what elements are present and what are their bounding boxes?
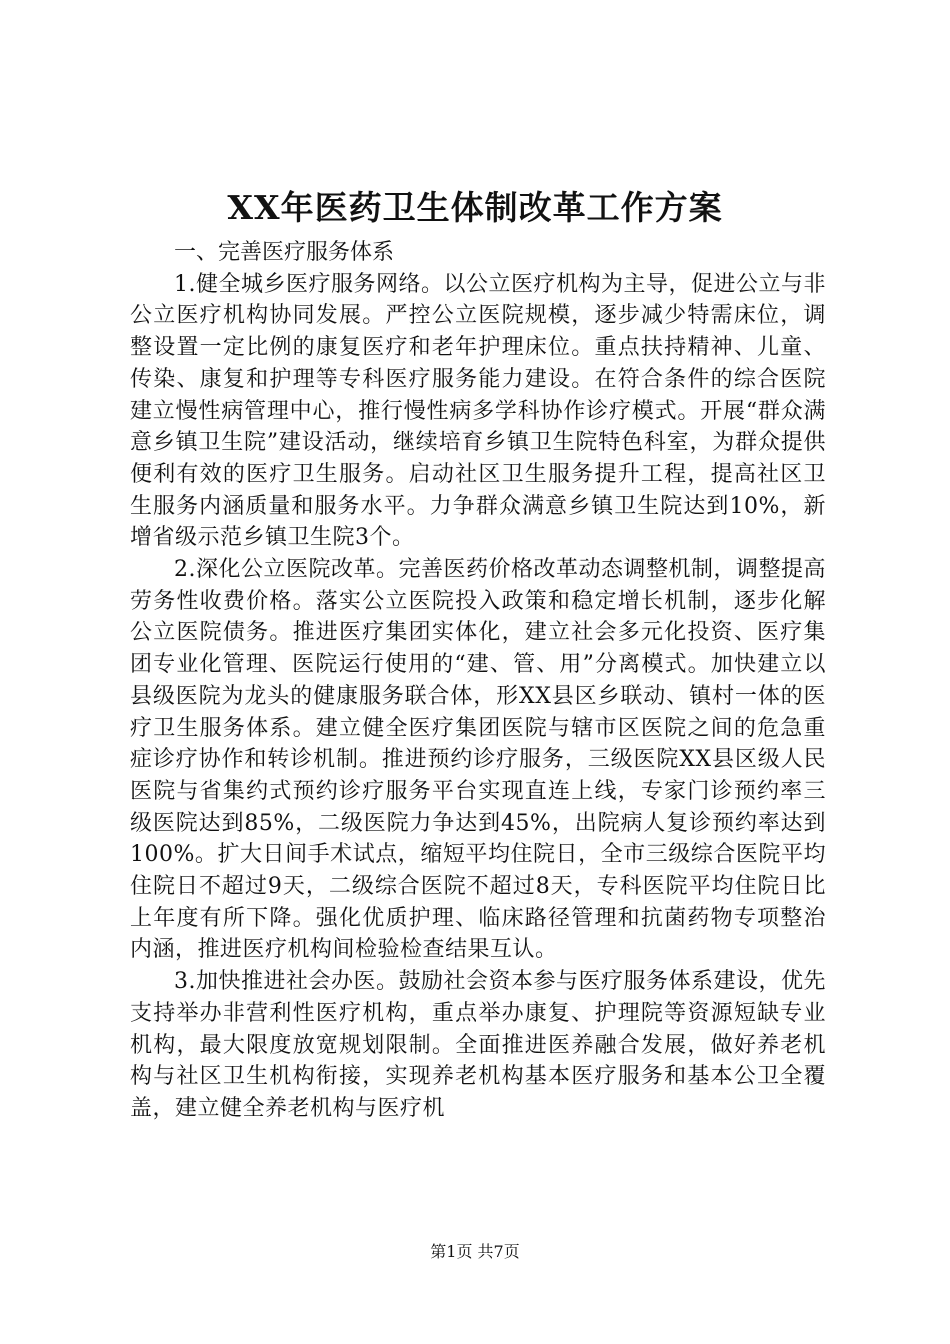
paragraph-2: 2.深化公立医院改革。完善医药价格改革动态调整机制，调整提高劳务性收费价格。落实公立医院投入政策和稳定增长机制，逐步化解公立医院债务。推进医疗集团实体化，建立社会多元化投资、医疗集团专业化管理、医院运行使用的“建、管、用”分离模式。加快建立以县级医院为龙头的健康服务联合体，形XX县区乡联动、镇村一体的医疗卫生服务体系。建立健全医疗集团医院与辖市区医院之间的危急重症诊疗协作和转诊机制。推进预约诊疗服务，三级医院XX县区级人民医院与省集约式预约诊疗服务平台实现直连上线，专家门诊预约率三级医院达到85%，二级医院力争达到45%，出院病人复诊预约率达到100%。扩大日间手术试点，缩短平均住院日，全市三级综合医院平均住院日不超过9天，二级综合医院不超过8天，专科医院平均住院日比上年度有所下降。强化优质护理、临床路径管理和抗菌药物专项整治内涵，推进医疗机构间检验检查结果互认。 bbox=[130, 557, 826, 963]
section-heading: 一、完善医疗服务体系 bbox=[174, 240, 395, 265]
page-footer: 第1页 共7页 bbox=[430, 1242, 520, 1261]
paragraph-1: 1.健全城乡医疗服务网络。以公立医疗机构为主导，促进公立与非公立医疗机构协同发展。严控公立医院规模，逐步减少特需床位，调整设置一定比例的康复医疗和老年护理床位。重点扶持精神、儿童、传染、康复和护理等专科医疗服务能力建设。在符合条件的综合医院建立慢性病管理中心，推行慢性病多学科协作诊疗模式。开展“群众满意乡镇卫生院”建设活动，继续培育乡镇卫生院特色科室，为群众提供便利有效的医疗卫生服务。启动社区卫生服务提升工程，提高社区卫生服务内涵质量和服务水平。力争群众满意乡镇卫生院达到10%，新增省级示范乡镇卫生院3个。 bbox=[130, 271, 826, 551]
document-body bbox=[130, 237, 826, 1125]
document-title: XX年医药卫生体制改革工作方案 bbox=[227, 188, 723, 227]
paragraph-3: 3.加快推进社会办医。鼓励社会资本参与医疗服务体系建设，优先支持举办非营利性医疗机构，重点举办康复、护理院等资源短缺专业机构，最大限度放宽规划限制。全面推进医养融合发展，做好养老机构与社区卫生机构衔接，实现养老机构基本医疗服务和基本公卫全覆盖，建立健全养老机构与医疗机 bbox=[130, 969, 826, 1121]
